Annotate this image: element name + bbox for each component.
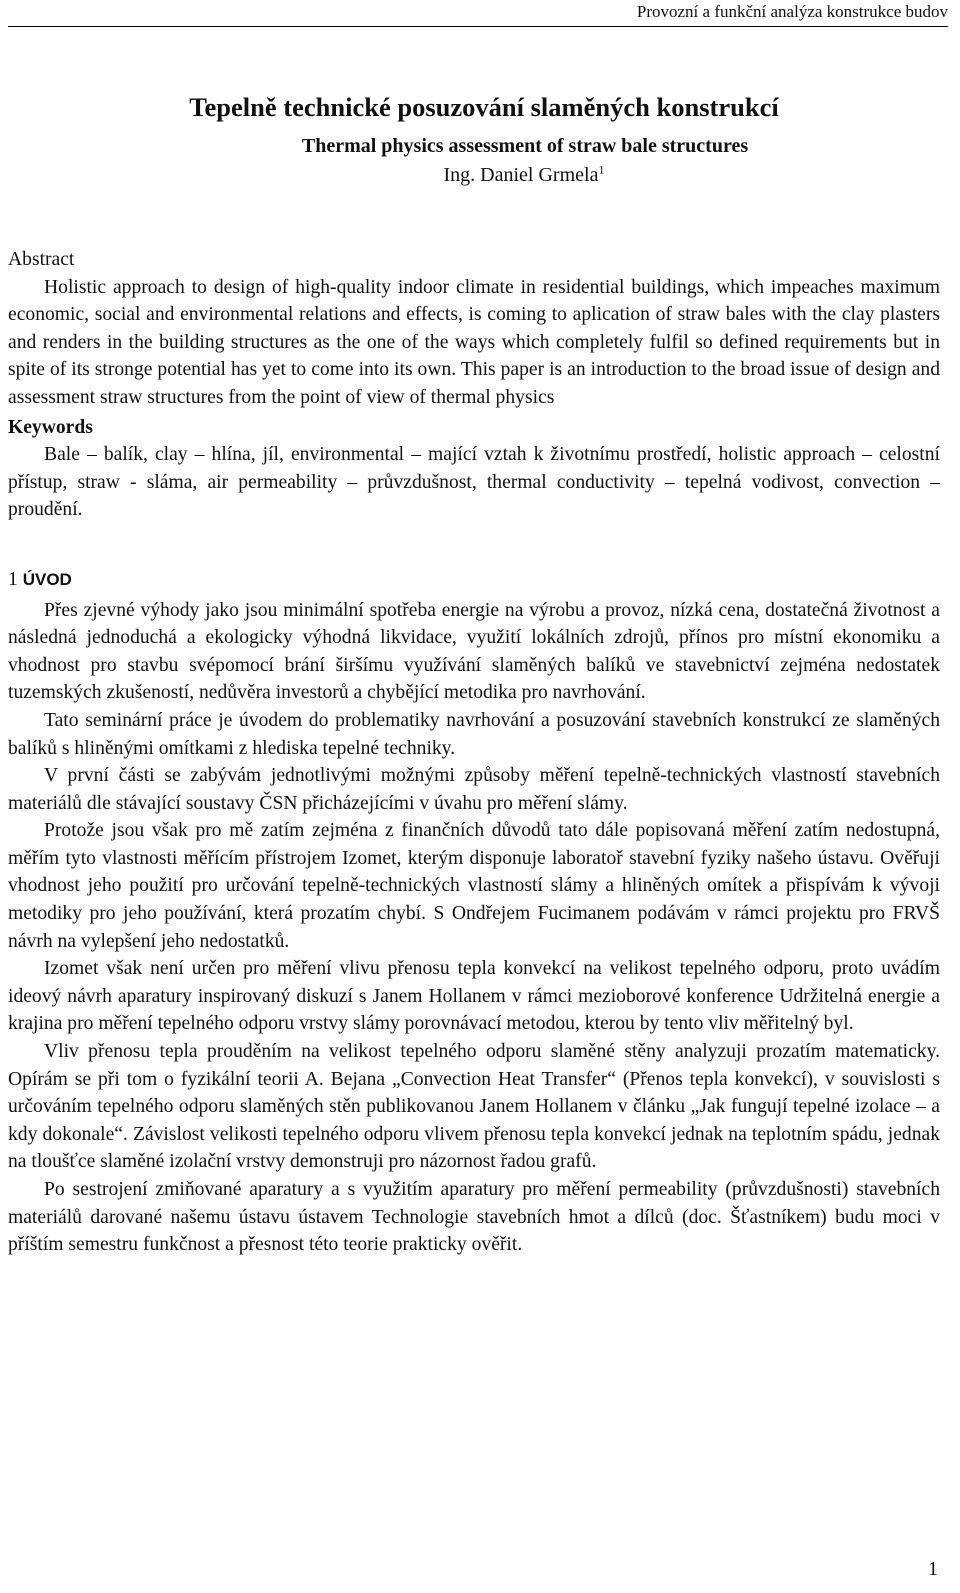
paper-english-title: Thermal physics assessment of straw bale structures — [301, 135, 749, 157]
body-paragraph: Tato seminární práce je úvodem do problematiky navrhování a posuzování stavebních konstrukcí ze slaměných balíků s hliněnými omítkami z hlediska tepelné techniky. — [8, 709, 940, 759]
keywords-text: Bale – balík, clay – hlína, jíl, environmental – mající vztah k životnímu prostředí, holistic approach – celostní přístup, straw - sláma, air permeability – průvzdušnost, thermal conductivity – tepelná vodivost, convection – proudění. — [8, 444, 940, 521]
keywords-heading: Keywords — [8, 416, 93, 438]
author-name: Ing. Daniel Grmela — [443, 164, 599, 186]
abstract-heading: Abstract — [8, 249, 75, 270]
abstract-text: Holistic approach to design of high-quality indoor climate in residential buildings, which impeaches maximum economic, social and environmental relations and effects, is coming to aplication of straw bales with the clay plasters and renders in the building structures as the one of the ways which completely fulfil so defined requirements but in spite of its stronge potential has yet to come into its own. This paper is an introduction to the broad issue of design and assessment straw structures from the point of view of thermal physics — [8, 276, 940, 408]
section-number: 1 — [8, 568, 18, 590]
title-block — [0, 92, 960, 187]
running-header: Provozní a funkční analýza konstrukce budov — [8, 0, 948, 27]
paper-body — [8, 246, 940, 1259]
author-footnote-mark: 1 — [598, 162, 605, 177]
body-paragraph: Izomet však není určen pro měření vlivu přenosu tepla konvekcí na velikost tepelného odporu, proto uvádím ideový návrh aparatury inspirovaný diskuzí s Janem Hollanem v rámci mezioborové konference Udržitelná energie a krajina pro měření tepelného odporu vrstvy slámy porovnávací metodou, kterou by tento vliv měřitelný byl. — [8, 958, 940, 1035]
section-title: ÚVOD — [22, 569, 72, 589]
body-paragraph: Přes zjevné výhody jako jsou minimální spotřeba energie na výrobu a provoz, nízká cena, dostatečná životnost a následná jednoduchá a ekologicky výhodná likvidace, využití lokálních zdrojů, přínos pro místní ekonomiku a vhodnost pro stavbu svépomocí brání širšímu využívání slaměných balíků ve stavebnictví zejména nedostatek tuzemských zkušeností, nedůvěra investorů a chybějící metodika pro navrhování. — [8, 599, 940, 704]
section-heading — [8, 566, 940, 594]
page-number: 1 — [928, 1558, 938, 1580]
body-paragraph: Vliv přenosu tepla prouděním na velikost tepelného odporu slaměné stěny analyzuji prozatím matematicky. Opírám se při tom o fyzikální teorii A. Bejana „Convection Heat Transfer“ (Přenos tepla konvekcí), v souvislosti s určováním tepelného odporu slaměných stěn publikovanou Janem Hollanem v článku „Jak fungují tepelné izolace – a kdy dokonale“. Závislost velikosti tepelného odporu vlivem přenosu tepla konvekcí jednak na teplotním spádu, jednak na tloušťce slaměné izolační vrstvy demonstruji pro názornost řadou grafů. — [8, 1041, 940, 1173]
body-paragraph: Protože jsou však pro mě zatím zejména z finančních důvodů tato dále popisovaná měření zatím nedostupná, měřím tyto vlastnosti měřícím přístrojem Izomet, kterým disponuje laboratoř stavební fyziky našeho ústavu. Ověřuji vhodnost jeho použití pro určování tepelně-technických vlastností slámy a hliněných omítek a přispívám k vývoji metodiky pro jeho používání, která prozatím chybí. S Ondřejem Fucimanem podávám v rámci projektu pro FRVŠ návrh na vylepšení jeho nedostatků. — [8, 820, 940, 952]
body-paragraph: V první části se zabývám jednotlivými možnými způsoby měření tepelně-technických vlastností stavebních materiálů dle stávající soustavy ČSN přicházejícími v úvahu pro měření slámy. — [8, 765, 940, 814]
body-paragraph: Po sestrojení zmiňované aparatury a s využitím aparatury pro měření permeability (průvzdušnosti) stavebních materiálů darované našemu ústavu ústavem Technologie stavebních hmot a dílců (doc. Šťastníkem) budu moci v příštím semestru funkčnost a přesnost této teorie prakticky ověřit. — [8, 1179, 940, 1256]
author-line — [0, 164, 960, 187]
paper-title: Tepelně technické posuzování slaměných konstrukcí — [189, 92, 779, 122]
